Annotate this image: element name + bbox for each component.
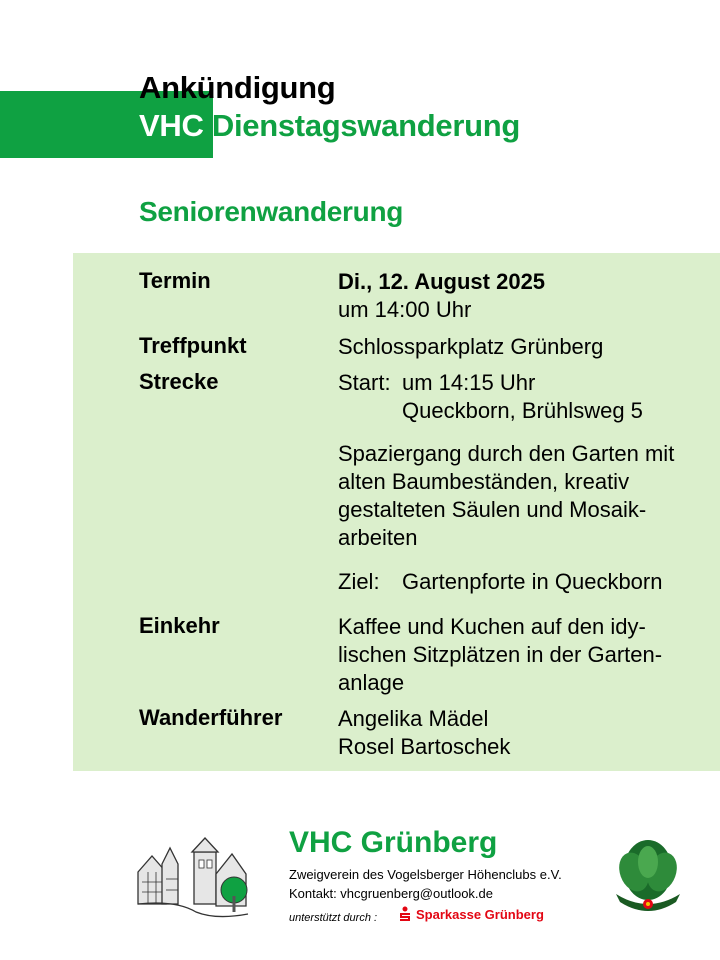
club-description: Zweigverein des Vogelsberger Höhenclubs e.V. [289,867,562,882]
gruenberg-town-logo [136,834,254,920]
announcement-title: Ankündigung [139,70,336,105]
support-label: unterstützt durch : [289,912,378,924]
treffpunkt-value: Schlossparkplatz Grünberg [338,334,604,359]
sparkasse-icon [398,906,412,922]
einkehr-line-1: Kaffee und Kuchen auf den idy- [338,614,646,639]
strecke-desc-3: gestalteten Säulen und Mosaik- [338,497,647,522]
strecke-start-label: Start: [338,370,391,395]
einkehr-label: Einkehr [139,613,220,638]
club-name: VHC Grünberg [289,826,498,859]
einkehr-line-2: lischen Sitzplätzen in der Garten- [338,642,663,667]
strecke-start-place: Queckborn, Brühlsweg 5 [402,398,643,423]
fuehrer-label: Wanderführer [139,705,283,730]
treffpunkt-label: Treffpunkt [139,333,247,358]
strecke-desc-1: Spaziergang durch den Garten mit [338,441,675,466]
strecke-ziel-label: Ziel: [338,569,380,594]
sponsor-name: Sparkasse Grünberg [416,906,544,922]
strecke-label: Strecke [139,369,219,394]
fuehrer-1: Angelika Mädel [338,706,489,731]
strecke-start-time: um 14:15 Uhr [402,370,536,395]
event-title [139,108,520,144]
fuehrer-2: Rosel Bartoschek [338,734,511,759]
club-contact: Kontakt: vhcgruenberg@outlook.de [289,886,493,901]
event-subtitle: Seniorenwanderung [139,196,404,227]
termin-date: Di., 12. August 2025 [338,269,546,294]
termin-time: um 14:00 Uhr [338,297,472,322]
sponsor-sparkasse [398,906,544,922]
vhc-emblem-logo [612,836,684,918]
event-title-rest: Dienstagswanderung [211,108,520,143]
termin-label: Termin [139,268,211,293]
event-title-prefix: VHC [139,108,204,143]
strecke-desc-2: alten Baumbeständen, kreativ [338,469,630,494]
strecke-ziel-value: Gartenpforte in Queckborn [402,569,663,594]
einkehr-line-3: anlage [338,670,405,695]
strecke-desc-4: arbeiten [338,525,418,550]
